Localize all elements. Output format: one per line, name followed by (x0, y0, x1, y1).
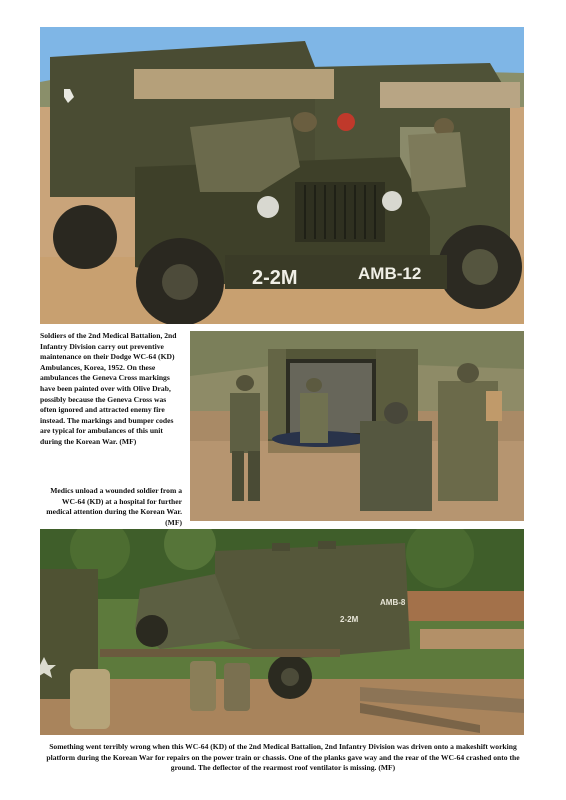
caption-middle: Medics unload a wounded soldier from a WC-64 (KD) at a hospital for further medical attention during the Korean War. (MF) (46, 486, 182, 527)
bumper-code-right: AMB-12 (358, 264, 422, 283)
body-marking-1: 2-2M (340, 615, 359, 624)
caption-top: Soldiers of the 2nd Medical Battalion, 2nd Infantry Division carry out preventive maintenance on their Dodge WC-64 (KD) Ambulances, Korea, 1952. On these ambulances the Geneva Cross markings have been painted over with Olive Drab, possibly because the Geneva Cross was often ignored and attracted enemy fire instead. The markings and bumper codes are typical for ambulances of this unit during the Korean War. (MF) (40, 331, 177, 446)
photo-crashed-platform (40, 529, 524, 735)
photo-unloading-wounded (190, 331, 524, 521)
bumper-code-left: 2-2M (252, 267, 298, 289)
photo-ambulances-maintenance (40, 27, 524, 324)
caption-bottom: Something went terribly wrong when this WC-64 (KD) of the 2nd Medical Battalion, 2nd Infantry Division was driven onto a makeshift working platform during the Korean War for repairs on the power train or chassis. One of the planks gave way and the rear of the WC-64 crashed onto the ground. The deflector of the rearmost roof ventilator is missing. (MF) (46, 742, 520, 773)
body-marking-2: AMB-8 (380, 598, 406, 607)
